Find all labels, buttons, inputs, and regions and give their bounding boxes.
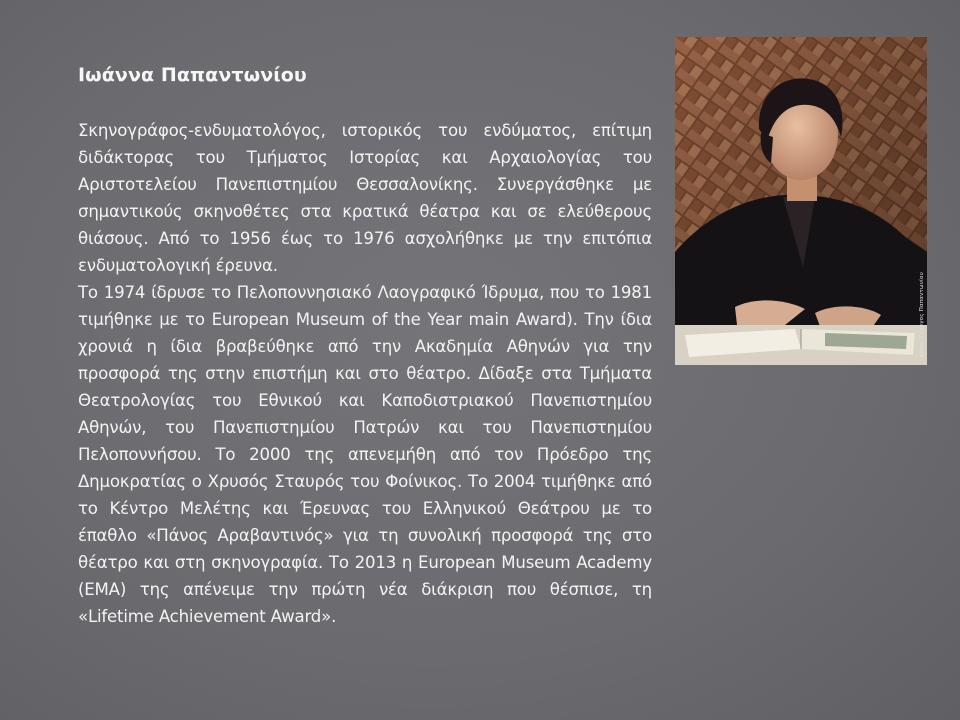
portrait-photo [675, 37, 927, 365]
bio-paragraph-1: Σκηνογράφος-ενδυματολόγος, ιστορικός του ενδύματος, επίτιμη διδάκτορας του Τμήματος Ιστορίας και Αρχαιολογίας του Αριστοτελείου Πανεπιστημίου Θεσσαλονίκης. Συνεργάσθηκε με σημαντικούς σκηνοθέτες στα κρατικά θέατρα και σε ελεύθερους θιάσους. Από το 1956 έως το 1976 ασχολήθηκε με την επιτόπια ενδυματολογική έρευνα. [78, 121, 652, 275]
biography-text [78, 117, 652, 630]
photo-credit: φωτο: Γιώργος Παπαντωνίου [919, 271, 925, 357]
bio-paragraph-2: Το 1974 ίδρυσε το Πελοποννησιακό Λαογραφικό Ίδρυμα, που το 1981 τιμήθηκε με το European Museum of the Year main Award). Την ίδια χρονιά η ίδια βραβεύθηκε από την Ακαδημία Αθηνών για την προσφορά της στην επιστήμη και στο θέατρο. Δίδαξε στα Τμήματα Θεατρολογίας του Εθνικού και Καποδιστριακού Πανεπιστημίου Αθηνών, του Πανεπιστημίου Πατρών και του Πανεπιστημίου Πελοποννήσου. Το 2000 της απενεμήθη από τον Πρόεδρο της Δημοκρατίας ο Χρυσός Σταυρός του Φοίνικος. Το 2004 τιμήθηκε από το Κέντρο Μελέτης και Έρευνας του Ελληνικού Θεάτρου με το έπαθλο «Πάνος Αραβαντινός» για τη συνολική προσφορά της στο θέατρο και στη σκηνογραφία. Το 2013 η European Museum Academy (EMA) της απένειμε την πρώτη νέα διάκριση που θέσπισε, τη «Lifetime Achievement Award». [78, 283, 652, 626]
slide-title: Ιωάννα Παπαντωνίου [78, 64, 307, 86]
portrait-illustration [675, 37, 927, 365]
